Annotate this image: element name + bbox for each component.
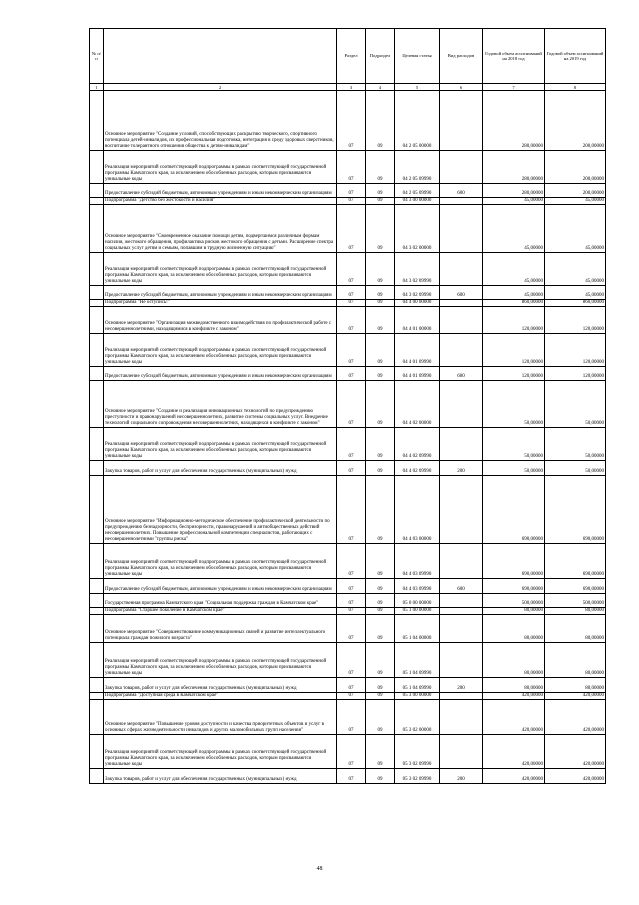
cell-num <box>90 151 104 184</box>
cell-name: Основное мероприятие "Информационно-методическое обеспечение профилактической деятельности по предупреждению безнадзорности, беспризорности, правонарушений и антиобщественных действий несовершеннолетних. Повышение профессиональной компетенции специалистов, работающих с несовершеннолетними "группы риска" <box>104 476 337 544</box>
cell-vid <box>440 205 483 253</box>
cell-num <box>90 461 104 476</box>
cell-razdel: 07 <box>337 678 366 693</box>
cell-name: Основное мероприятие "Совершенствование коммуникационных связей и развитие интеллектуального потенциала граждан пожилого возраста" <box>104 615 337 643</box>
cell-razdel: 07 <box>337 769 366 784</box>
cell-num <box>90 615 104 643</box>
cell-razdel: 07 <box>337 286 366 300</box>
table-header-row <box>90 29 606 84</box>
cell-2018: 120,00000 <box>483 307 545 334</box>
header-statya: Целевая статья <box>395 29 440 84</box>
table-row <box>90 693 606 700</box>
cell-name: Закупка товаров, работ и услуг для обеспечения государственных (муниципальных) нужд <box>104 461 337 476</box>
cell-2019: 80,00000 <box>545 615 606 643</box>
cell-2018: 690,00000 <box>483 579 545 594</box>
cell-statya: 04 4 03 00000 <box>395 476 440 544</box>
cell-vid: 600 <box>440 579 483 594</box>
cell-podrazdel: 09 <box>366 253 395 286</box>
table-row <box>90 307 606 334</box>
cell-2019: 80,00000 <box>545 643 606 678</box>
cell-podrazdel: 09 <box>366 198 395 205</box>
cell-statya: 05 3 02 09990 <box>395 735 440 769</box>
cell-num <box>90 608 104 615</box>
cell-2018: 120,00000 <box>483 334 545 367</box>
cell-name: Подпрограмма "Доступная среда в Камчатском крае" <box>104 693 337 700</box>
cell-razdel: 07 <box>337 367 366 381</box>
cell-name: Реализация мероприятий соответствующей подпрограммы в рамках соответствующей государственной программы Камчатского края, за исключением обособленных расходов, которым присваиваются уникальные коды <box>104 253 337 286</box>
cell-statya: 05 1 04 09990 <box>395 678 440 693</box>
cell-podrazdel: 09 <box>366 307 395 334</box>
cell-podrazdel: 09 <box>366 608 395 615</box>
cell-razdel: 07 <box>337 198 366 205</box>
header-razdel: Раздел <box>337 29 366 84</box>
cell-statya: 05 1 00 00000 <box>395 608 440 615</box>
cell-podrazdel: 09 <box>366 461 395 476</box>
cell-razdel: 07 <box>337 643 366 678</box>
cell-2018: 45,00000 <box>483 198 545 205</box>
cell-2019: 420,00000 <box>545 735 606 769</box>
cell-2018: 50,00000 <box>483 461 545 476</box>
cell-2018: 80,00000 <box>483 643 545 678</box>
cell-vid <box>440 476 483 544</box>
cell-podrazdel: 09 <box>366 735 395 769</box>
cell-statya: 04 4 01 00000 <box>395 307 440 334</box>
cell-statya: 05 0 00 00000 <box>395 594 440 608</box>
cell-2019: 45,00000 <box>545 286 606 300</box>
cell-num <box>90 544 104 579</box>
cell-2018: 280,00000 <box>483 151 545 184</box>
table-row <box>90 428 606 461</box>
colnum-3: 3 <box>337 84 366 91</box>
cell-vid <box>440 693 483 700</box>
cell-statya: 04 4 02 09990 <box>395 428 440 461</box>
cell-num <box>90 286 104 300</box>
cell-vid <box>440 91 483 151</box>
table-row <box>90 735 606 769</box>
table-row <box>90 381 606 428</box>
cell-num <box>90 769 104 784</box>
cell-num <box>90 253 104 286</box>
colnum-6: 6 <box>440 84 483 91</box>
cell-podrazdel: 09 <box>366 643 395 678</box>
colnum-4: 4 <box>366 84 395 91</box>
cell-vid <box>440 544 483 579</box>
table-row <box>90 769 606 784</box>
table-row <box>90 579 606 594</box>
table-row <box>90 476 606 544</box>
header-vid: Вид расходов <box>440 29 483 84</box>
cell-razdel: 07 <box>337 476 366 544</box>
cell-2019: 420,00000 <box>545 769 606 784</box>
table-row <box>90 615 606 643</box>
cell-num <box>90 693 104 700</box>
header-num: № п/п <box>90 29 104 84</box>
cell-vid <box>440 615 483 643</box>
table-row <box>90 300 606 307</box>
column-number-row <box>90 84 606 91</box>
cell-vid: 200 <box>440 461 483 476</box>
table-row <box>90 367 606 381</box>
table-row <box>90 198 606 205</box>
cell-name: Основное мероприятие "Создание и реализация инновационных технологий по предупреждению преступности и правонарушений несовершеннолетних, развитие системы социальных услуг. Внедрение технологий социального сопровождения несовершеннолетних, находящихся в конфликте с законом" <box>104 381 337 428</box>
cell-2019: 500,00000 <box>545 594 606 608</box>
budget-table <box>89 28 606 784</box>
cell-podrazdel: 09 <box>366 300 395 307</box>
cell-2018: 280,00000 <box>483 91 545 151</box>
table-row <box>90 678 606 693</box>
cell-2019: 420,00000 <box>545 693 606 700</box>
cell-num <box>90 428 104 461</box>
cell-vid <box>440 700 483 735</box>
cell-vid <box>440 151 483 184</box>
table-row <box>90 91 606 151</box>
page-number: 48 <box>316 866 323 872</box>
cell-vid <box>440 608 483 615</box>
cell-vid <box>440 735 483 769</box>
cell-statya: 04 4 02 09990 <box>395 461 440 476</box>
cell-razdel: 07 <box>337 461 366 476</box>
cell-statya: 04 4 02 00000 <box>395 381 440 428</box>
table-row <box>90 334 606 367</box>
cell-2018: 50,00000 <box>483 381 545 428</box>
cell-name: Закупка товаров, работ и услуг для обеспечения государственных (муниципальных) нужд <box>104 678 337 693</box>
cell-razdel: 07 <box>337 428 366 461</box>
cell-vid: 600 <box>440 184 483 198</box>
cell-name: Реализация мероприятий соответствующей подпрограммы в рамках соответствующей государственной программы Камчатского края, за исключением обособленных расходов, которым присваиваются уникальные коды <box>104 151 337 184</box>
cell-vid <box>440 381 483 428</box>
budget-table-sheet <box>89 28 606 784</box>
cell-podrazdel: 09 <box>366 428 395 461</box>
cell-statya: 04 3 02 09990 <box>395 286 440 300</box>
cell-name: Основное мероприятие "Повышение уровня доступности и качества приоритетных объектов и услуг в основных сферах жизнедеятельности инвалидов и других маломобильных групп населения" <box>104 700 337 735</box>
cell-2018: 690,00000 <box>483 476 545 544</box>
cell-2018: 420,00000 <box>483 735 545 769</box>
cell-name: Реализация мероприятий соответствующей подпрограммы в рамках соответствующей государственной программы Камчатского края, за исключением обособленных расходов, которым присваиваются уникальные коды <box>104 544 337 579</box>
cell-podrazdel: 09 <box>366 367 395 381</box>
cell-name: Основное мероприятие "Своевременное оказание помощи детям, подвергшимся различным формам насилия, жестокого обращения, профилактика рисков жестокого обращения с детьми. Расширение спектра социальных услуг детям и семьям, попавшим в трудную жизненную ситуацию" <box>104 205 337 253</box>
cell-name: Реализация мероприятий соответствующей подпрограммы в рамках соответствующей государственной программы Камчатского края, за исключением обособленных расходов, которым присваиваются уникальные коды <box>104 334 337 367</box>
cell-num <box>90 579 104 594</box>
cell-razdel: 07 <box>337 579 366 594</box>
cell-razdel: 07 <box>337 184 366 198</box>
cell-2019: 690,00000 <box>545 476 606 544</box>
table-row <box>90 461 606 476</box>
cell-name: Основное мероприятие "Создание условий, способствующих раскрытию творческого, спортивного потенциала детей-инвалидов, их профессиональная подготовка, интеграция в среду здоровых сверстников, воспитание толерантного отношения общества к детям-инвалидам" <box>104 91 337 151</box>
cell-podrazdel: 09 <box>366 678 395 693</box>
cell-statya: 04 4 01 09990 <box>395 367 440 381</box>
cell-2018: 80,00000 <box>483 678 545 693</box>
colnum-1: 1 <box>90 84 104 91</box>
cell-vid <box>440 307 483 334</box>
cell-num <box>90 700 104 735</box>
cell-2019: 45,00000 <box>545 205 606 253</box>
cell-statya: 04 4 01 09990 <box>395 334 440 367</box>
cell-num <box>90 184 104 198</box>
cell-statya: 04 4 03 09990 <box>395 579 440 594</box>
header-name <box>104 29 337 84</box>
colnum-8: 8 <box>545 84 606 91</box>
table-row <box>90 253 606 286</box>
cell-podrazdel: 09 <box>366 594 395 608</box>
cell-2019: 50,00000 <box>545 428 606 461</box>
cell-razdel: 07 <box>337 151 366 184</box>
cell-statya: 04 2 05 09990 <box>395 151 440 184</box>
cell-vid <box>440 300 483 307</box>
cell-razdel: 07 <box>337 693 366 700</box>
cell-statya: 04 2 05 00000 <box>395 91 440 151</box>
header-2018: Годовой объем ассигнований на 2018 год <box>483 29 545 84</box>
cell-num <box>90 205 104 253</box>
cell-2019: 860,00000 <box>545 300 606 307</box>
cell-name: Подпрограмма "Старшее поколение в Камчатском крае" <box>104 608 337 615</box>
cell-2018: 280,00000 <box>483 184 545 198</box>
cell-vid <box>440 643 483 678</box>
cell-razdel: 07 <box>337 381 366 428</box>
cell-2018: 420,00000 <box>483 693 545 700</box>
cell-razdel: 07 <box>337 735 366 769</box>
cell-podrazdel: 09 <box>366 286 395 300</box>
cell-vid <box>440 253 483 286</box>
cell-razdel: 07 <box>337 594 366 608</box>
cell-razdel: 07 <box>337 334 366 367</box>
cell-vid: 600 <box>440 367 483 381</box>
cell-2019: 200,00000 <box>545 151 606 184</box>
cell-razdel: 07 <box>337 205 366 253</box>
colnum-5: 5 <box>395 84 440 91</box>
cell-name: Основное мероприятие "Организация межведомственного взаимодействия по профилактической работе с несовершеннолетними, находящимися в конфликте с законом" <box>104 307 337 334</box>
cell-2018: 45,00000 <box>483 286 545 300</box>
table-row <box>90 643 606 678</box>
cell-2018: 420,00000 <box>483 700 545 735</box>
cell-2018: 420,00000 <box>483 769 545 784</box>
cell-statya: 04 2 05 09990 <box>395 184 440 198</box>
cell-2018: 860,00000 <box>483 300 545 307</box>
cell-razdel: 07 <box>337 700 366 735</box>
cell-2018: 50,00000 <box>483 428 545 461</box>
cell-name: Реализация мероприятий соответствующей подпрограммы в рамках соответствующей государственной программы Камчатского края, за исключением обособленных расходов, которым присваиваются уникальные коды <box>104 735 337 769</box>
cell-name: Реализация мероприятий соответствующей подпрограммы в рамках соответствующей государственной программы Камчатского края, за исключением обособленных расходов, которым присваиваются уникальные коды <box>104 643 337 678</box>
cell-2018: 690,00000 <box>483 544 545 579</box>
table-row <box>90 184 606 198</box>
cell-num <box>90 198 104 205</box>
cell-2019: 690,00000 <box>545 579 606 594</box>
cell-statya: 04 3 02 09990 <box>395 253 440 286</box>
cell-podrazdel: 09 <box>366 476 395 544</box>
cell-vid <box>440 198 483 205</box>
table-row <box>90 286 606 300</box>
cell-podrazdel: 09 <box>366 334 395 367</box>
cell-2018: 500,00000 <box>483 594 545 608</box>
cell-podrazdel: 09 <box>366 579 395 594</box>
cell-podrazdel: 09 <box>366 381 395 428</box>
cell-vid <box>440 594 483 608</box>
cell-2019: 50,00000 <box>545 461 606 476</box>
cell-statya: 04 3 02 00000 <box>395 205 440 253</box>
cell-statya: 05 1 04 09990 <box>395 643 440 678</box>
cell-statya: 04 4 00 00000 <box>395 300 440 307</box>
cell-podrazdel: 09 <box>366 151 395 184</box>
cell-name: Предоставление субсидий бюджетным, автономным учреждениям и иным некоммерческим организациям <box>104 286 337 300</box>
cell-num <box>90 91 104 151</box>
table-row <box>90 608 606 615</box>
cell-statya: 04 4 03 09990 <box>395 544 440 579</box>
cell-podrazdel: 09 <box>366 184 395 198</box>
cell-name: Закупка товаров, работ и услуг для обеспечения государственных (муниципальных) нужд <box>104 769 337 784</box>
cell-2019: 120,00000 <box>545 367 606 381</box>
cell-statya: 04 3 00 00000 <box>395 198 440 205</box>
cell-vid <box>440 334 483 367</box>
cell-num <box>90 307 104 334</box>
cell-vid <box>440 428 483 461</box>
cell-2019: 420,00000 <box>545 700 606 735</box>
cell-2018: 120,00000 <box>483 367 545 381</box>
cell-name: Предоставление субсидий бюджетным, автономным учреждениям и иным некоммерческим организациям <box>104 579 337 594</box>
cell-razdel: 07 <box>337 253 366 286</box>
cell-statya: 05 3 00 00000 <box>395 693 440 700</box>
cell-2018: 80,00000 <box>483 615 545 643</box>
cell-podrazdel: 09 <box>366 615 395 643</box>
cell-2019: 45,00000 <box>545 198 606 205</box>
cell-podrazdel: 09 <box>366 769 395 784</box>
cell-2019: 200,00000 <box>545 91 606 151</box>
cell-podrazdel: 09 <box>366 205 395 253</box>
cell-name: Реализация мероприятий соответствующей подпрограммы в рамках соответствующей государственной программы Камчатского края, за исключением обособленных расходов, которым присваиваются уникальные коды <box>104 428 337 461</box>
cell-name: Подпрограмма "Не оступись!" <box>104 300 337 307</box>
cell-statya: 05 1 04 00000 <box>395 615 440 643</box>
cell-2019: 80,00000 <box>545 608 606 615</box>
cell-2019: 45,00000 <box>545 253 606 286</box>
cell-razdel: 07 <box>337 544 366 579</box>
cell-name: Предоставление субсидий бюджетным, автономным учреждениям и иным некоммерческим организациям <box>104 184 337 198</box>
cell-name: Подпрограмма "Детство без жестокости и насилия" <box>104 198 337 205</box>
cell-2019: 120,00000 <box>545 307 606 334</box>
cell-vid: 200 <box>440 769 483 784</box>
cell-podrazdel: 09 <box>366 700 395 735</box>
cell-num <box>90 367 104 381</box>
table-row <box>90 205 606 253</box>
cell-podrazdel: 09 <box>366 544 395 579</box>
cell-razdel: 07 <box>337 608 366 615</box>
cell-num <box>90 334 104 367</box>
table-row <box>90 594 606 608</box>
colnum-7: 7 <box>483 84 545 91</box>
cell-2019: 690,00000 <box>545 544 606 579</box>
cell-num <box>90 300 104 307</box>
cell-num <box>90 643 104 678</box>
cell-2019: 200,00000 <box>545 184 606 198</box>
cell-statya: 05 3 02 09990 <box>395 769 440 784</box>
cell-2019: 120,00000 <box>545 334 606 367</box>
cell-statya: 05 3 02 00000 <box>395 700 440 735</box>
cell-2018: 45,00000 <box>483 253 545 286</box>
cell-razdel: 07 <box>337 91 366 151</box>
cell-num <box>90 735 104 769</box>
cell-vid: 200 <box>440 678 483 693</box>
cell-num <box>90 476 104 544</box>
table-row <box>90 544 606 579</box>
header-2019: Годовой объем ассигнований на 2019 год <box>545 29 606 84</box>
cell-2019: 50,00000 <box>545 381 606 428</box>
cell-podrazdel: 09 <box>366 693 395 700</box>
cell-2019: 80,00000 <box>545 678 606 693</box>
cell-num <box>90 594 104 608</box>
cell-2018: 45,00000 <box>483 205 545 253</box>
header-podrazdel: Подраздел <box>366 29 395 84</box>
colnum-2: 2 <box>104 84 337 91</box>
table-row <box>90 700 606 735</box>
cell-num <box>90 381 104 428</box>
cell-2018: 80,00000 <box>483 608 545 615</box>
cell-name: Предоставление субсидий бюджетным, автономным учреждениям и иным некоммерческим организациям <box>104 367 337 381</box>
table-row <box>90 151 606 184</box>
cell-num <box>90 678 104 693</box>
cell-razdel: 07 <box>337 300 366 307</box>
cell-vid: 600 <box>440 286 483 300</box>
cell-razdel: 07 <box>337 307 366 334</box>
cell-razdel: 07 <box>337 615 366 643</box>
cell-name: Государственная программа Камчатского края "Социальная поддержка граждан в Камчатском крае" <box>104 594 337 608</box>
cell-podrazdel: 09 <box>366 91 395 151</box>
